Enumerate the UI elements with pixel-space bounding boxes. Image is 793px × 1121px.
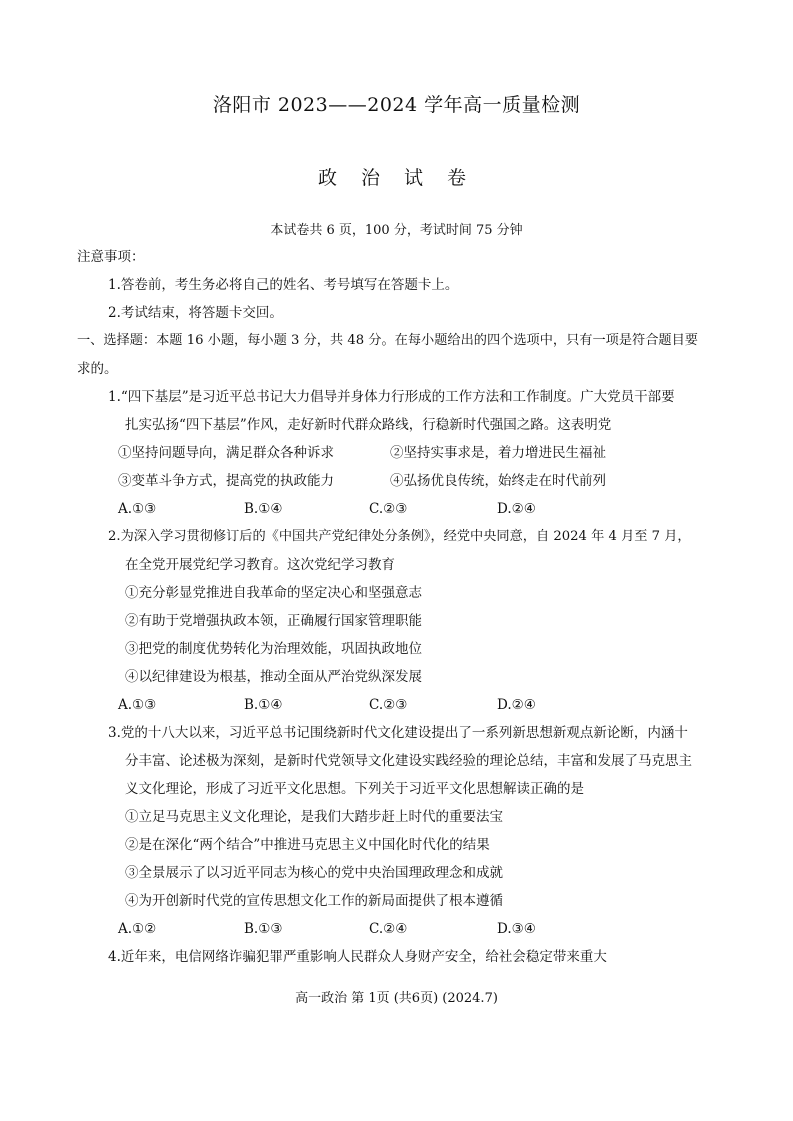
question-2-statement: ③把党的制度优势转化为治理效能，巩固执政地位 [125,641,422,657]
question-3-stem: 分丰富、论述极为深刻，是新时代党领导文化建设实践经验的理论总结，丰富和发展了马克思主 [125,753,692,769]
question-2-choice: A.①③ [118,697,157,713]
question-2-statement: ④以纪律建设为根基，推动全面从严治党纵深发展 [125,669,422,685]
exam-info: 本试卷共 6 页，100 分，考试时间 75 分钟 [270,223,523,238]
question-1-stem: 1.“四下基层”是习近平总书记大力倡导并身体力行形成的工作方法和工作制度。广大党员干部要 [108,389,675,405]
question-3-statement: ③全景展示了以习近平同志为核心的党中央治国理政理念和成就 [125,865,503,881]
question-1-statement: ④弘扬优良传统，始终走在时代前列 [390,473,606,489]
question-2-stem: 在全党开展党纪学习教育。这次党纪学习教育 [125,557,395,573]
question-3-statement: ②是在深化“两个结合”中推进马克思主义中国化时代化的结果 [125,837,490,853]
question-2-choice: C.②③ [369,697,408,713]
question-1-choice: A.①③ [118,501,157,517]
question-1-statement: ③变革斗争方式，提高党的执政能力 [118,473,334,489]
question-3-statement: ④为开创新时代党的宣传思想文化工作的新局面提供了根本遵循 [125,893,503,909]
question-3-choice: A.①② [118,921,157,937]
question-3-statement: ①立足马克思主义文化理论，是我们大踏步赶上时代的重要法宝 [125,809,503,825]
question-1-stem: 扎实弘扬“四下基层”作风，走好新时代群众路线，行稳新时代强国之路。这表明党 [125,417,612,433]
notice-heading: 注意事项： [77,249,145,265]
question-3-stem: 3.党的十八大以来，习近平总书记围绕新时代文化建设提出了一系列新思想新观点新论断，内涵十 [108,725,688,741]
question-3-choice: C.②④ [369,921,408,937]
notice-item: 2.考试结束，将答题卡交回。 [108,305,283,321]
question-4-stem: 4.近年来，电信网络诈骗犯罪严重影响人民群众人身财产安全，给社会稳定带来重大 [108,949,607,965]
exam-title: 洛阳市 2023——2024 学年高一质量检测 [212,94,581,116]
question-1-choice: C.②③ [369,501,408,517]
notice-item: 1.答卷前，考生务必将自己的姓名、考号填写在答题卡上。 [108,277,459,293]
question-3-choice: D.③④ [497,921,536,937]
question-1-statement: ②坚持实事求是，着力增进民生福祉 [390,445,606,461]
question-1-choice: B.①④ [244,501,283,517]
question-3-choice: B.①③ [244,921,283,937]
question-3-stem: 义文化理论，形成了习近平文化思想。下列关于习近平文化思想解读正确的是 [125,781,584,797]
question-2-choice: D.②④ [497,697,536,713]
question-2-statement: ①充分彰显党推进自我革命的坚定决心和坚强意志 [125,585,422,601]
section-intro: 一、选择题：本题 16 小题，每小题 3 分，共 48 分。在每小题给出的四个选项中，只有一项是符合题目要 [77,333,698,348]
question-2-stem: 2.为深入学习贯彻修订后的《中国共产党纪律处分条例》，经党中央同意，自 2024 年 4 月至 7 月， [108,529,691,544]
question-1-statement: ①坚持问题导向，满足群众各种诉求 [118,445,334,461]
exam-subject: 政 治 试 卷 [317,167,476,189]
question-2-statement: ②有助于党增强执政本领，正确履行国家管理职能 [125,613,422,629]
section-intro-cont: 求的。 [77,361,118,377]
question-1-choice: D.②④ [497,501,536,517]
page-footer: 高一政治 第 1页 (共6页) (2024.7) [295,991,498,1006]
question-2-choice: B.①④ [244,697,283,713]
